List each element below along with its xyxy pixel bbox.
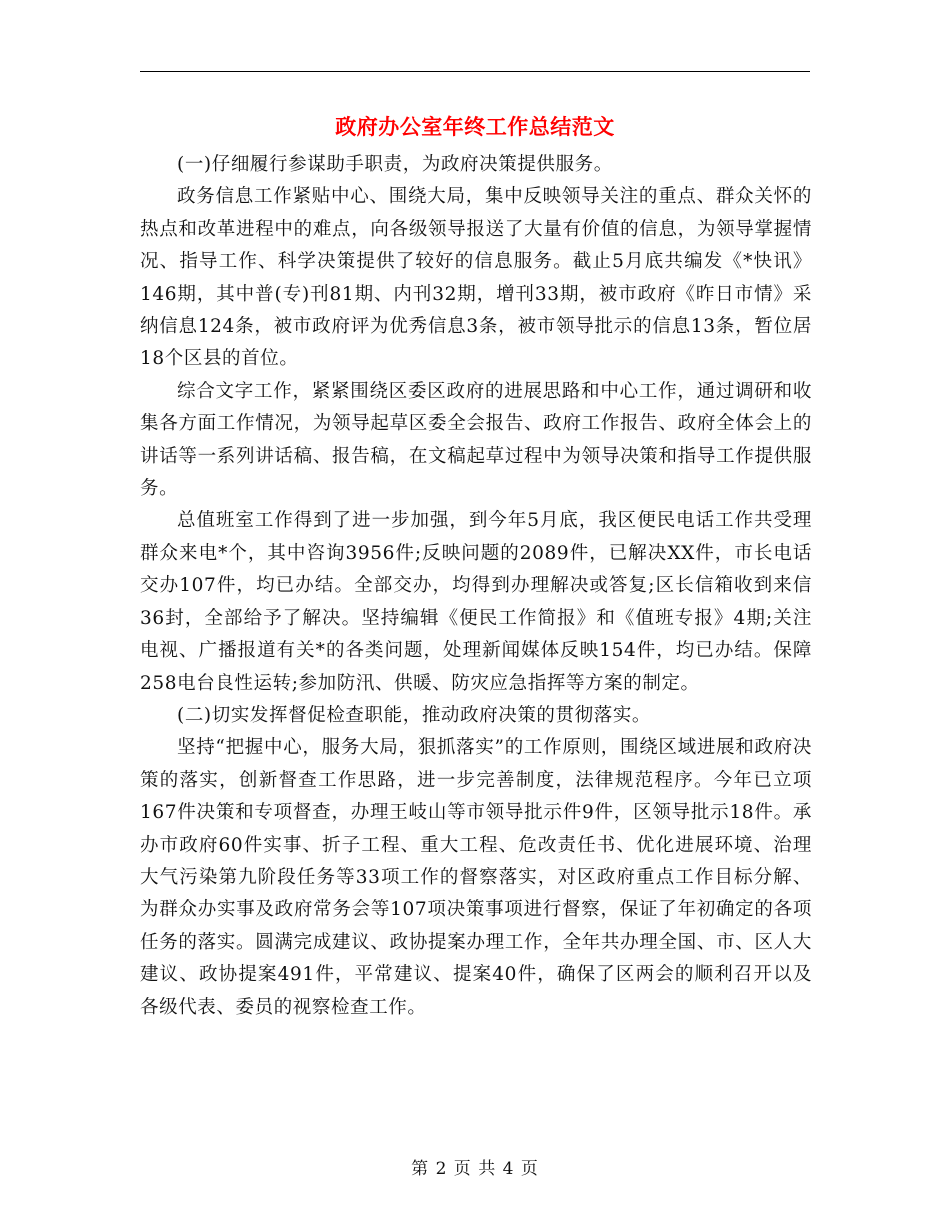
paragraph-duty-office: 总值班室工作得到了进一步加强，到今年5月底，我区便民电话工作共受理群众来电*个，其中咨询3956件;反映问题的2089件，已解决XX件，市长电话交办107件，均已办结。全部交办，均得到办理解决或答复;区长信箱收到来信36封，全部给予了解决。坚持编辑《便民工作简报》和《值班专报》4期;关注电视、广播报道有关*的各类问题，处理新闻媒体反映154件，均已办结。保障258电台良性运转;参加防汛、供暖、防灾应急指挥等方案的制定。	[140, 510, 812, 694]
section-heading-2: (二)切实发挥督促检查职能，推动政府决策的贯彻落实。	[177, 704, 652, 726]
document-title: 政府办公室年终工作总结范文	[335, 114, 615, 139]
section-heading-1: (一)仔细履行参谋助手职责，为政府决策提供服务。	[177, 154, 613, 175]
paragraph-comprehensive-writing: 综合文字工作，紧紧围绕区委区政府的进展思路和中心工作，通过调研和收集各方面工作情况，为领导起草区委全会报告、政府工作报告、政府全体会上的讲话等一系列讲话稿、报告稿，在文稿起草过程中为领导决策和指导工作提供服务。	[140, 380, 812, 500]
document-body	[140, 149, 812, 1024]
paragraph-supervision: 坚持“把握中心，服务大局，狠抓落实”的工作原则，围绕区域进展和政府决策的落实，创新督查工作思路，进一步完善制度，法律规范程序。今年已立项167件决策和专项督查，办理王岐山等市领导批示件9件，区领导批示18件。承办市政府60件实事、折子工程、重大工程、危改责任书、优化进展环境、治理大气污染第九阶段任务等33项工作的督察落实，对区政府重点工作目标分解、为群众办实事及政府常务会等107项决策事项进行督察，保证了年初确定的各项任务的落实。圆满完成建议、政协提案办理工作，全年共办理全国、市、区人大建议、政协提案491件，平常建议、提案40件，确保了区两会的顺利召开以及各级代表、委员的视察检查工作。	[140, 737, 812, 1018]
page-number-footer: 第 2 页 共 4 页	[411, 1159, 539, 1179]
header-rule	[140, 71, 810, 72]
paragraph-government-information: 政务信息工作紧贴中心、围绕大局，集中反映领导关注的重点、群众关怀的热点和改革进程中的难点，向各级领导报送了大量有价值的信息，为领导掌握情况、指导工作、科学决策提供了较好的信息服务。截止5月底共编发《*快讯》146期，其中普(专)刊81期、内刊32期，增刊33期，被市政府《昨日市情》采纳信息124条，被市政府评为优秀信息3条，被市领导批示的信息13条，暂位居18个区县的首位。	[140, 186, 812, 370]
